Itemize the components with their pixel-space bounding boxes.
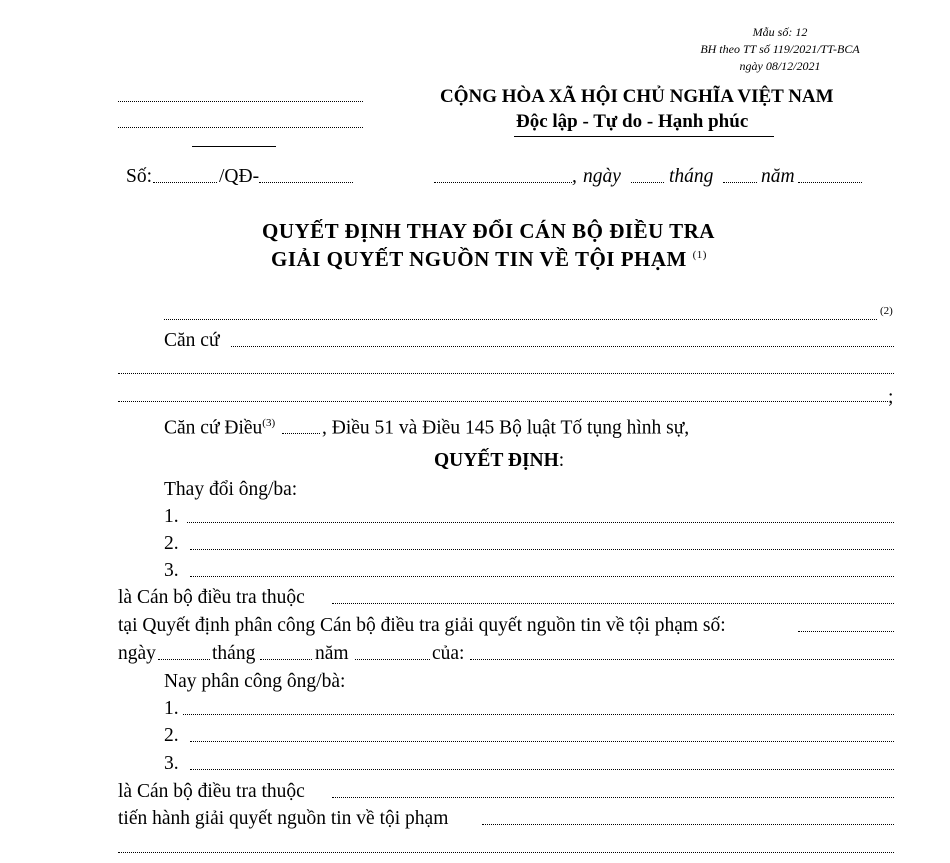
assignment-year-label: năm [315, 643, 349, 664]
new-officer-1-field[interactable] [183, 714, 894, 715]
new-officer-2-label: 2. [164, 725, 179, 746]
date-month-field[interactable] [723, 182, 757, 183]
form-issued-by: BH theo TT số 119/2021/TT-BCA [700, 42, 860, 56]
old-unit-field[interactable] [332, 603, 894, 604]
new-unit-label: là Cán bộ điều tra thuộc [118, 781, 305, 802]
assignment-day-label: ngày [118, 643, 156, 664]
date-comma: , [572, 166, 577, 187]
footnote-1: (1) [692, 249, 707, 261]
handle-source-field[interactable] [482, 824, 894, 825]
basis-semicolon: ; [888, 387, 894, 408]
basis-label: Căn cứ [164, 330, 220, 351]
assignment-decision-label: tại Quyết định phân công Cán bộ điều tra giải quyết nguồn tin về tội phạm số: [118, 615, 726, 636]
basis-article-line [164, 412, 689, 440]
new-officer-1-label: 1. [164, 698, 179, 719]
old-officer-2-field[interactable] [190, 549, 894, 550]
decision-heading-colon: : [558, 450, 565, 471]
motto: Độc lập - Tự do - Hạnh phúc [516, 111, 749, 132]
change-person-label: Thay đổi ông/ba: [164, 479, 298, 500]
old-officer-3-label: 3. [164, 560, 179, 581]
footnote-3: (3) [262, 417, 276, 429]
document-title-line1: QUYẾT ĐỊNH THAY ĐỔI CÁN BỘ ĐIỀU TRA [262, 219, 715, 243]
form-issued-date: ngày 08/12/2021 [739, 59, 821, 73]
date-year-label: năm [761, 166, 795, 187]
new-assign-label: Nay phân công ông/bà: [164, 671, 346, 692]
basis-article-field[interactable] [282, 432, 320, 434]
assignment-day-field[interactable] [158, 659, 210, 660]
decision-heading-text: QUYẾT ĐỊNH [434, 450, 559, 471]
basis-article-label: Căn cứ Điều [164, 417, 263, 439]
motto-underline [514, 136, 774, 137]
handle-source-label: tiến hành giải quyết nguồn tin về tội phạm [118, 808, 449, 829]
authority-field[interactable] [164, 319, 877, 320]
number-field[interactable] [153, 182, 217, 183]
assignment-year-field[interactable] [355, 659, 430, 660]
place-field[interactable] [434, 182, 572, 183]
old-officer-3-field[interactable] [190, 576, 894, 577]
new-officer-3-label: 3. [164, 753, 179, 774]
number-label: Số: [126, 166, 153, 187]
old-officer-1-label: 1. [164, 506, 179, 527]
date-month-label: tháng [669, 166, 714, 187]
assignment-month-label: tháng [212, 643, 256, 664]
agency-underline [192, 146, 276, 147]
form-number: Mẫu số: 12 [752, 25, 808, 39]
agency-line-1[interactable] [118, 101, 363, 102]
date-day-label: ngày [583, 166, 621, 187]
old-officer-1-field[interactable] [187, 522, 894, 523]
agency-line-2[interactable] [118, 127, 363, 128]
new-unit-field[interactable] [332, 797, 894, 798]
footnote-2: (2) [880, 305, 893, 317]
basis-field-3[interactable] [118, 401, 888, 402]
date-year-field[interactable] [798, 182, 862, 183]
basis-article-rest: , Điều 51 và Điều 145 Bộ luật Tố tụng hình sự, [322, 417, 690, 439]
old-unit-label: là Cán bộ điều tra thuộc [118, 587, 305, 608]
assignment-decision-number-field[interactable] [798, 631, 894, 632]
old-officer-2-label: 2. [164, 533, 179, 554]
basis-field-2[interactable] [118, 373, 894, 374]
assignment-issuer-field[interactable] [470, 659, 894, 660]
form-number-note [670, 24, 890, 75]
decision-code-label: /QĐ- [219, 166, 260, 187]
date-day-field[interactable] [631, 182, 664, 183]
new-officer-3-field[interactable] [190, 769, 894, 770]
basis-field-1[interactable] [231, 346, 894, 347]
decision-code-field[interactable] [259, 182, 353, 183]
document-title-line2 [271, 247, 707, 272]
assignment-month-field[interactable] [260, 659, 312, 660]
document-title-text: GIẢI QUYẾT NGUỒN TIN VỀ TỘI PHẠM [271, 247, 687, 271]
decision-heading [434, 450, 564, 472]
continuation-field[interactable] [118, 852, 894, 853]
assignment-issuer-label: của: [432, 643, 465, 664]
new-officer-2-field[interactable] [190, 741, 894, 742]
nation-title: CỘNG HÒA XÃ HỘI CHỦ NGHĨA VIỆT NAM [440, 86, 834, 107]
